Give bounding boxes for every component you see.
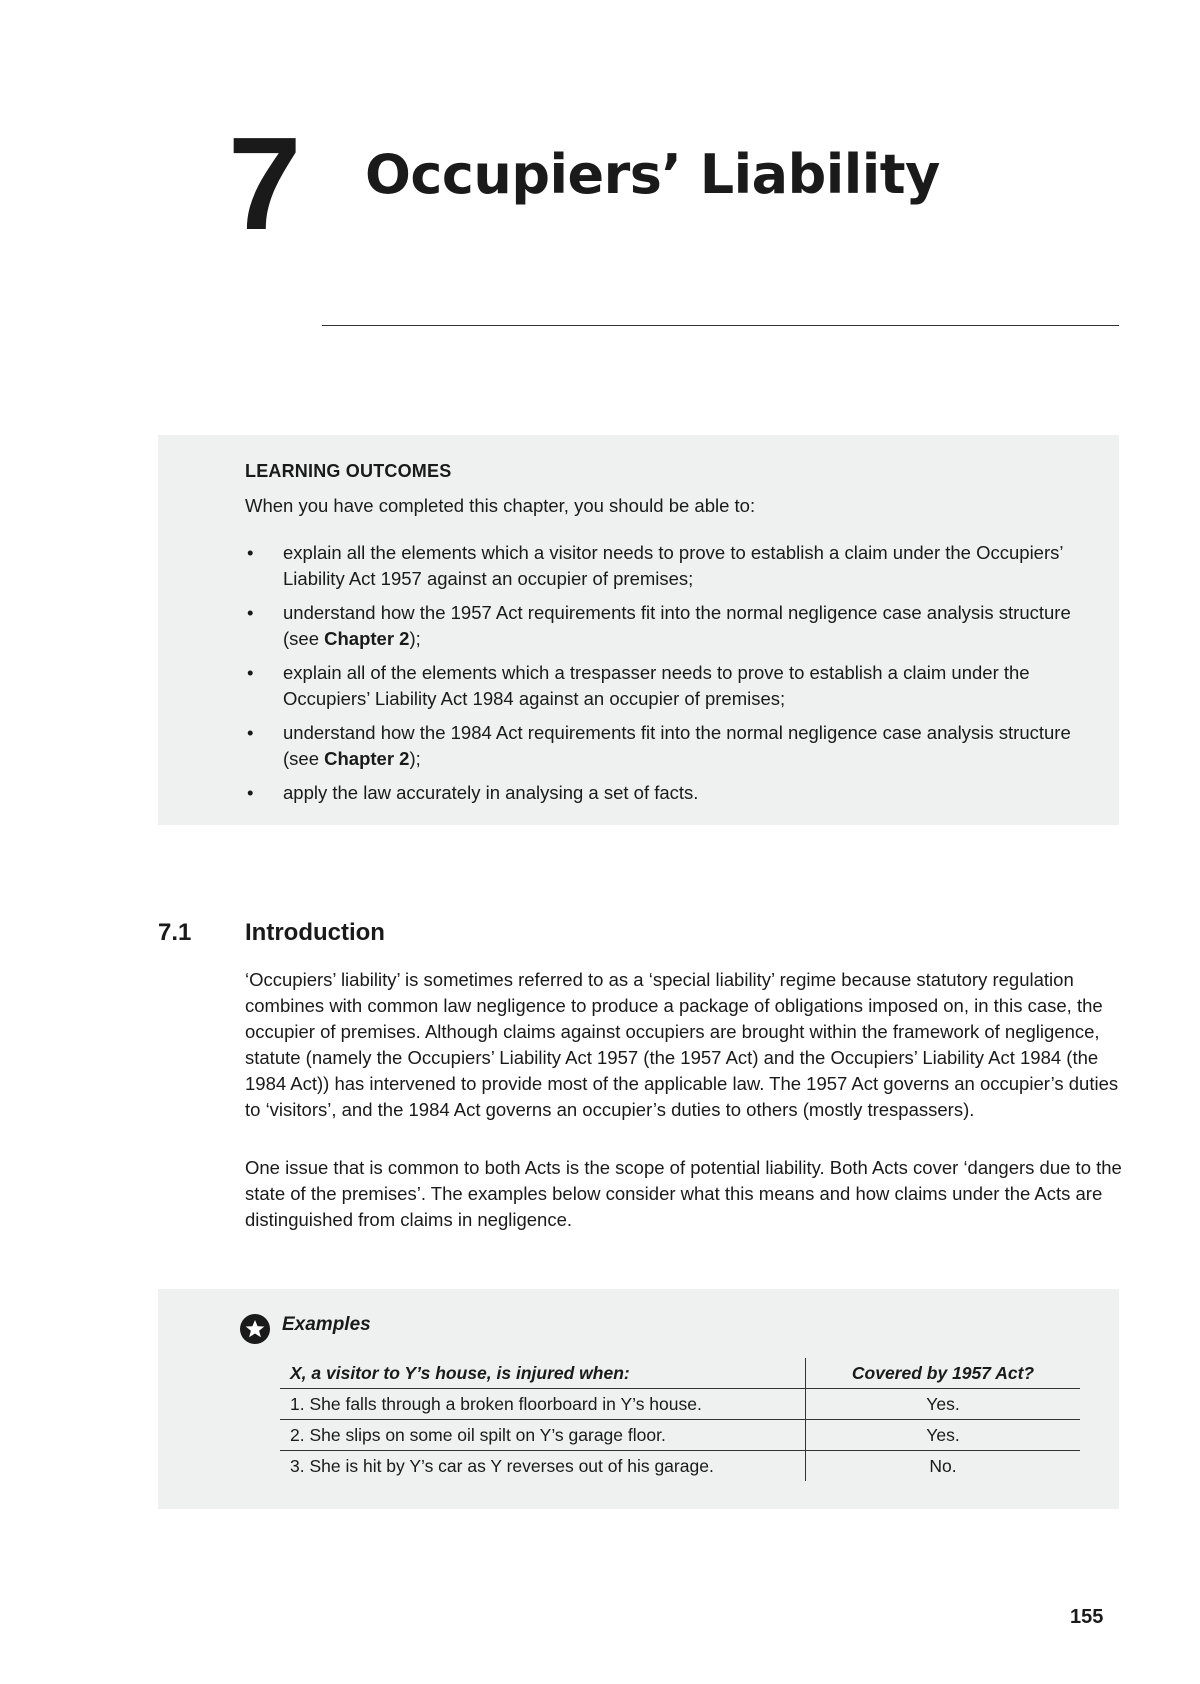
table-cell: Yes. [806,1420,1081,1451]
chapter-title: Occupiers’ Liability [365,143,940,206]
bullet-icon: • [247,542,254,563]
bullet-icon: • [247,662,254,683]
chapter-number: 7 [228,110,298,257]
table-row [280,1451,1080,1482]
chapter-reference: Chapter 2 [324,628,410,649]
table-cell: 2. She slips on some oil spilt on Y’s garage floor. [280,1420,806,1451]
table-cell: No. [929,1455,957,1476]
section-title: Introduction [245,919,385,946]
bullet-icon: • [247,722,254,743]
section-number: 7.1 [158,919,192,946]
bullet-icon: • [247,782,254,803]
list-item: • understand how the 1984 Act requirements fit into the normal negligence case analysis structure (see Chapter 2); [247,722,1071,769]
body-paragraph: One issue that is common to both Acts is the scope of potential liability. Both Acts cover ‘dangers due to the state of the premises’. The examples below consider what this means and how claims under the Acts are distinguished from claims in negligence. [245,1157,1122,1230]
star-icon [240,1314,270,1344]
table-cell: 3. She is hit by Y’s car as Y reverses out of his garage. [280,1451,806,1482]
list-item: • explain all the elements which a visitor needs to prove to establish a claim under the Occupiers’ Liability Act 1957 against an occupier of premises; [247,542,1063,589]
title-divider [322,325,1119,326]
examples-label: Examples [282,1314,371,1335]
table-header-row [280,1358,1080,1389]
examples-table [280,1358,1080,1481]
list-item: • apply the law accurately in analysing a set of facts. [245,780,1105,806]
column-header: Covered by 1957 Act? [806,1358,1081,1389]
learning-outcomes-intro: When you have completed this chapter, you should be able to: [245,495,756,516]
list-item: • understand how the 1957 Act requirements fit into the normal negligence case analysis structure (see Chapter 2); [247,602,1071,649]
learning-outcomes-list [245,540,1105,814]
learning-outcomes-heading: LEARNING OUTCOMES [245,461,452,481]
bullet-icon: • [247,602,254,623]
body-paragraph: ‘Occupiers’ liability’ is sometimes referred to as a ‘special liability’ regime because statutory regulation combines with common law negligence to produce a package of obligations imposed on, in this case, the occupier of premises. Although claims against occupiers are brought within the framework of negligence, statute (namely the Occupiers’ Liability Act 1957 (the 1957 Act) and the Occupiers’ Liability Act 1984 (the 1984 Act)) has intervened to provide most of the applicable law. The 1957 Act governs an occupier’s duties to ‘visitors’, and the 1984 Act governs an occupier’s duties to others (mostly trespassers). [245,969,1119,1120]
chapter-reference: Chapter 2 [324,748,410,769]
table-cell: 1. She falls through a broken floorboard in Y’s house. [280,1389,806,1420]
table-row [280,1389,1080,1420]
table-row [280,1420,1080,1451]
table-cell: Yes. [806,1389,1081,1420]
page-number: 155 [1070,1606,1104,1628]
list-item: • explain all of the elements which a trespasser needs to prove to establish a claim under the Occupiers’ Liability Act 1984 against an occupier of premises; [247,662,1030,709]
column-header: X, a visitor to Y’s house, is injured when: [280,1358,806,1389]
